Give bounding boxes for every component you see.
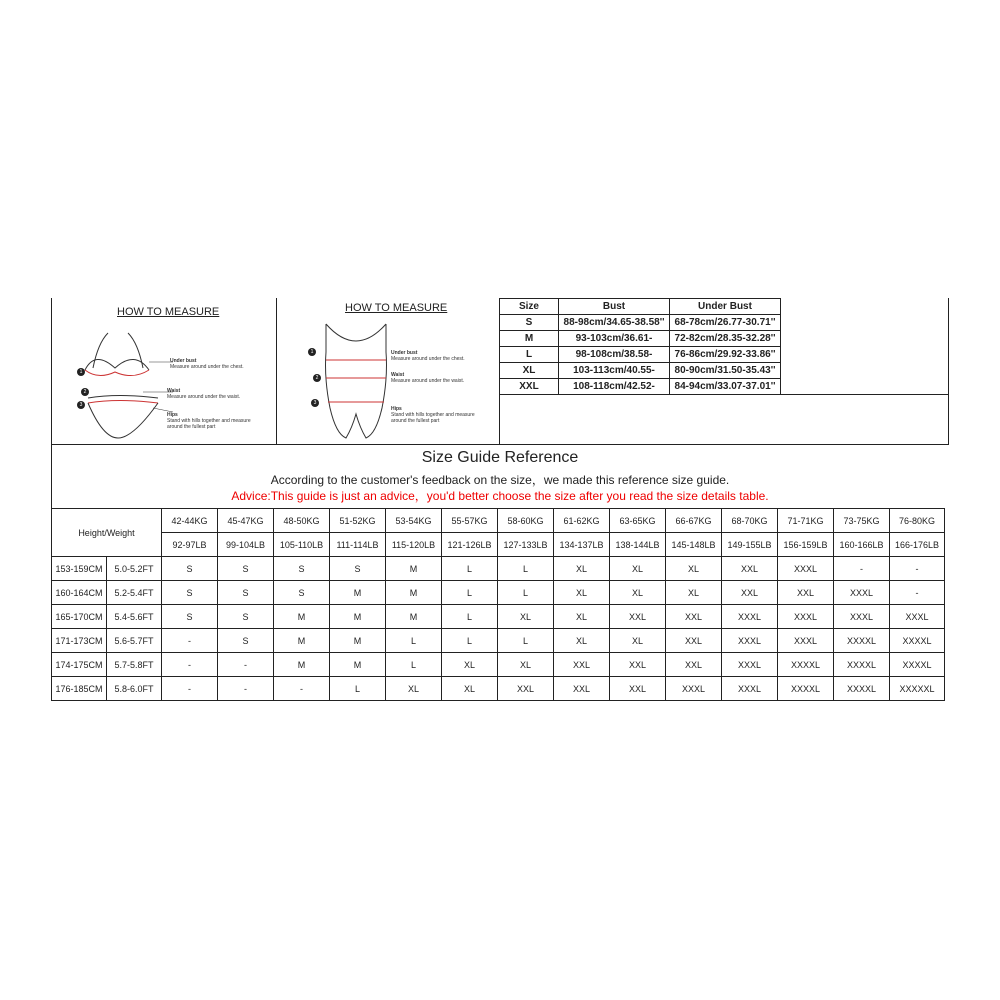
size-cell: XXL [666,629,722,653]
height-cm-cell: 153-159CM [52,557,107,581]
size-cell: L [386,629,442,653]
waist-label: Waist Measure around under the waist. [167,388,241,400]
measure-title: HOW TO MEASURE [345,302,448,314]
weight-kg-header: 42-44KG [162,509,218,533]
under-bust-cell: 72-82cm/28.35-32.28'' [670,331,781,347]
size-cell: L [498,557,554,581]
under-bust-cell: 76-86cm/29.92-33.86'' [670,347,781,363]
weight-lb-header: 111-114LB [330,533,386,557]
bust-cell: 88-98cm/34.65-38.58'' [559,315,670,331]
size-cell: M [274,653,330,677]
bust-cell: 103-113cm/40.55- [559,363,670,379]
size-cell: XXXL [722,677,778,701]
weight-lb-header: 121-126LB [442,533,498,557]
size-cell: S [330,557,386,581]
frame-right-border [948,298,949,444]
underbust-label: Under bust Measure around under the chest. [170,358,244,370]
marker-3: 3 [77,401,85,409]
size-cell: - [834,557,890,581]
size-cell: XXL [610,677,666,701]
height-ft-cell: 5.4-5.6FT [107,605,162,629]
size-cell: M [274,605,330,629]
size-cell: XL [610,557,666,581]
guide-title: Size Guide Reference [421,449,579,466]
weight-kg-header: 73-75KG [834,509,890,533]
size-cell: XXXL [834,605,890,629]
hips-label: Hips Stand with hills together and measure around the fullest part [391,406,475,424]
hips-label: Hips Stand with hills together and measure around the fullest part [167,412,251,430]
size-cell: XL [554,557,610,581]
weight-lb-header: 127-133LB [498,533,554,557]
guide-advice: Advice:This guide is just an advice，you'd better choose the size after you read the size details table. [231,489,769,503]
weight-lb-header: 145-148LB [666,533,722,557]
underbust-label: Under bust Measure around under the chest. [391,350,465,362]
size-cell: - [218,653,274,677]
waist-label: Waist Measure around under the waist. [391,372,465,384]
size-cell: - [162,629,218,653]
size-cell: S [218,629,274,653]
size-cell: XL [442,653,498,677]
table-header-row [500,299,781,315]
weight-kg-header: 58-60KG [498,509,554,533]
size-cell: XXXL [666,677,722,701]
measure-panel-bikini [51,298,276,444]
size-cell: XXL [498,677,554,701]
size-cell: XL [666,581,722,605]
size-cell: XXL [722,557,778,581]
marker-1: 1 [77,368,85,376]
weight-kg-header: 55-57KG [442,509,498,533]
size-cell: XXXL [834,581,890,605]
size-cell: M [274,629,330,653]
size-cell: - [162,653,218,677]
size-cell: XXXXL [778,677,834,701]
size-cell: S [274,581,330,605]
size-cell: XXXXL [834,677,890,701]
weight-kg-header: 45-47KG [218,509,274,533]
marker-1: 1 [308,348,316,356]
marker-2: 2 [313,374,321,382]
size-cell: XXL [554,653,610,677]
height-ft-cell: 5.2-5.4FT [107,581,162,605]
size-cell: S [500,315,559,331]
height-weight-corner: Height/Weight [52,509,162,557]
size-cell: XL [610,629,666,653]
table-row [52,677,945,701]
height-cm-cell: 165-170CM [52,605,107,629]
height-cm-cell: 160-164CM [52,581,107,605]
size-cell: L [386,653,442,677]
size-cell: L [500,347,559,363]
size-cell: - [274,677,330,701]
height-cm-cell: 171-173CM [52,629,107,653]
height-ft-cell: 5.8-6.0FT [107,677,162,701]
weight-kg-header: 76-80KG [890,509,945,533]
weight-kg-row [52,509,945,533]
size-cell: L [442,605,498,629]
size-cell: M [386,557,442,581]
table-row [52,605,945,629]
bust-cell: 98-108cm/38.58- [559,347,670,363]
size-cell: M [386,605,442,629]
size-cell: M [330,653,386,677]
table-row [500,331,781,347]
weight-lb-header: 149-155LB [722,533,778,557]
table-row [500,363,781,379]
table-row [52,557,945,581]
marker-2: 2 [81,388,89,396]
onepiece-figure-icon [316,318,396,440]
size-cell: L [442,629,498,653]
size-cell: L [442,557,498,581]
size-cell: XXL [610,605,666,629]
size-cell: XL [554,605,610,629]
size-cell: L [330,677,386,701]
guide-subtitle: According to the customer's feedback on the size，we made this reference size guide. [270,473,730,487]
size-cell: L [498,581,554,605]
header-under-bust: Under Bust [670,299,781,315]
size-cell: S [274,557,330,581]
bust-cell: 108-118cm/42.52- [559,379,670,395]
weight-lb-row [52,533,945,557]
height-cm-cell: 174-175CM [52,653,107,677]
measure-panel-onepiece [276,298,499,444]
size-cell: XXXXL [890,653,945,677]
size-cell: XXXXL [778,653,834,677]
weight-lb-header: 166-176LB [890,533,945,557]
header-size: Size [500,299,559,315]
size-cell: XL [610,581,666,605]
size-cell: - [890,581,945,605]
weight-kg-header: 61-62KG [554,509,610,533]
table-row [52,653,945,677]
size-cell: S [218,557,274,581]
size-cell: XXL [778,581,834,605]
size-cell: XXXXL [834,653,890,677]
weight-kg-header: 66-67KG [666,509,722,533]
size-cell: XL [500,363,559,379]
size-cell: XXL [554,677,610,701]
size-cell: XXXL [722,605,778,629]
weight-kg-header: 53-54KG [386,509,442,533]
weight-kg-header: 68-70KG [722,509,778,533]
height-weight-grid [51,508,945,701]
size-cell: XL [554,629,610,653]
size-chart-frame [51,298,949,696]
size-cell: XXL [666,605,722,629]
size-cell: XXL [610,653,666,677]
size-cell: XXL [666,653,722,677]
size-cell: XXXL [722,653,778,677]
size-cell: - [218,677,274,701]
weight-lb-header: 99-104LB [218,533,274,557]
size-cell: XXXL [890,605,945,629]
under-bust-cell: 80-90cm/31.50-35.43'' [670,363,781,379]
size-cell: S [162,557,218,581]
size-cell: M [386,581,442,605]
size-cell: XL [498,653,554,677]
size-cell: L [498,629,554,653]
size-cell: XL [498,605,554,629]
height-ft-cell: 5.0-5.2FT [107,557,162,581]
size-cell: XL [442,677,498,701]
weight-lb-header: 115-120LB [386,533,442,557]
under-bust-cell: 68-78cm/26.77-30.71'' [670,315,781,331]
height-cm-cell: 176-185CM [52,677,107,701]
height-ft-cell: 5.7-5.8FT [107,653,162,677]
size-cell: XXXL [722,629,778,653]
weight-lb-header: 156-159LB [778,533,834,557]
size-cell: M [330,629,386,653]
size-cell: L [442,581,498,605]
size-cell: XXXXXL [890,677,945,701]
size-cell: XL [666,557,722,581]
size-cell: - [162,677,218,701]
size-cell: XL [554,581,610,605]
bust-size-table [499,298,781,395]
under-bust-cell: 84-94cm/33.07-37.01'' [670,379,781,395]
size-cell: M [330,581,386,605]
size-cell: XL [386,677,442,701]
weight-lb-header: 134-137LB [554,533,610,557]
size-cell: XXL [722,581,778,605]
section-divider [51,444,949,445]
weight-kg-header: 51-52KG [330,509,386,533]
bust-cell: 93-103cm/36.61- [559,331,670,347]
size-cell: S [218,605,274,629]
size-cell: S [162,581,218,605]
table-row [500,315,781,331]
table-row [500,379,781,395]
weight-kg-header: 71-71KG [778,509,834,533]
weight-kg-header: 48-50KG [274,509,330,533]
size-cell: M [500,331,559,347]
marker-3: 3 [311,399,319,407]
size-cell: S [162,605,218,629]
bikini-figure-icon [73,328,173,443]
table-row [52,581,945,605]
size-cell: XXL [500,379,559,395]
size-cell: XXXL [778,629,834,653]
header-bust: Bust [559,299,670,315]
weight-lb-header: 92-97LB [162,533,218,557]
weight-lb-header: 138-144LB [610,533,666,557]
size-cell: XXXL [778,557,834,581]
size-cell: XXXL [778,605,834,629]
table-row [52,629,945,653]
height-ft-cell: 5.6-5.7FT [107,629,162,653]
size-cell: S [218,581,274,605]
weight-lb-header: 105-110LB [274,533,330,557]
size-cell: XXXXL [890,629,945,653]
weight-lb-header: 160-166LB [834,533,890,557]
measure-title: HOW TO MEASURE [117,306,220,318]
table-row [500,347,781,363]
size-cell: XXXXL [834,629,890,653]
weight-kg-header: 63-65KG [610,509,666,533]
size-cell: - [890,557,945,581]
size-cell: M [330,605,386,629]
